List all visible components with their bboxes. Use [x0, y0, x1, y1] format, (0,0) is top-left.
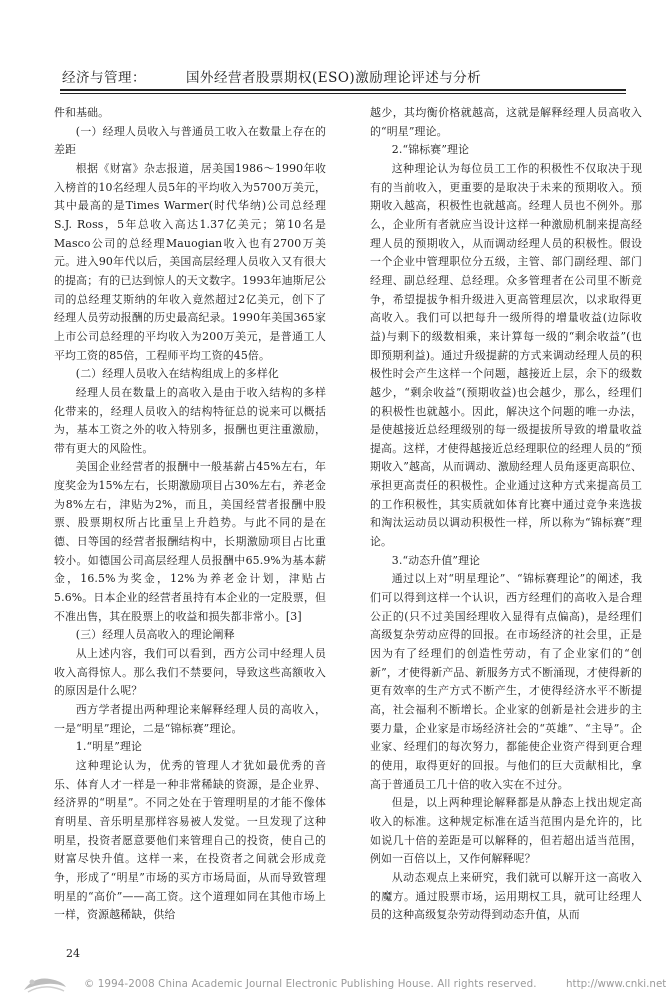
copyright-notice: © 1994-2008 China Academic Journal Electronic Publishing House. All rights reserved.	[84, 978, 537, 990]
body-paragraph: 件和基础。	[54, 106, 110, 119]
section-heading: 3.“动态升值”理论	[391, 553, 481, 567]
cnki-site-link[interactable]: http://www.cnki.net	[566, 978, 666, 990]
article-title: 国外经营者股票期权(ESO)激励理论评述与分析	[186, 70, 482, 86]
body-paragraph: 越少，其均衡价格就越高，这就是解释经理人员高收入的“明星”理论。	[370, 106, 642, 138]
running-header	[62, 66, 622, 86]
body-paragraph: 但是，以上两种理论解释都是从静态上找出规定高收入的标准。这种规定标准在适当范围内是允许的，比如说几十倍的差距是可以解释的，但若超出适当范围，例如一百倍以上，又作何解释呢？	[370, 796, 642, 866]
body-paragraph: 从上述内容，我们可以看到，西方公司中经理人员收入高得惊人。那么我们不禁要问，导致这些高额收入的原因是什么呢？	[54, 647, 326, 698]
body-paragraph: 这种理论认为，优秀的管理人才犹如最优秀的音乐、体育人才一样是一种非常稀缺的资源，是企业界、经济界的“明星”。不同之处在于管理明星的才能不像体育明星、音乐明星那样容易被人发觉。一旦发现了这种明星，投资者愿意要他们来管理自己的投资，使自己的财富尽快升值。这样一来，在投资者之间就会形成竞争，形成了“明星”市场的买方市场局面，从而导致管理明星的“高价”——高工资。这个道理如同在其他市场上一样，资源越稀缺，供给	[54, 758, 326, 922]
page-number: 24	[66, 947, 80, 960]
section-heading: (三）经理人员高收入的理论阐释	[75, 628, 235, 642]
cnki-logo-icon	[20, 973, 70, 995]
section-heading: (一）经理人员收入与普通员工收入在数量上存在的差距	[54, 124, 326, 157]
body-paragraph: 根据《财富》杂志报道，居美国1986～1990年收入榜首的10名经理人员5年的平均收入为5700万美元，其中最高的是Times Warmer(时代华纳)公司总经理S.J. Ross，5年总收入高达1.37亿美元；第10名是Masco公司的总经理Mauogian收入也有2700万美元。进入90年代以后，美国高层经理人员收入又有很大的提高；有的已达到惊人的天文数字。1993年迪斯尼公司的总经理艾斯纳的年收入竟然超过2亿美元，创下了经理人员劳动报酬的历史最高纪录。1990年美国365家上市公司总经理的平均收入为200万美元，是普通工人平均工资的85倍，工程师平均工资的45倍。	[54, 161, 326, 362]
header-rule-thin	[60, 93, 626, 94]
body-paragraph: 美国企业经营者的报酬中一般基薪占45%左右，年度奖金为15%左右，长期激励项目占30%左右，养老金为8%左右，津贴为2%，而且，美国经营者报酬中股票、股票期权所占比重呈上升趋势。与此不同的是在德、日等国的经营者报酬结构中，长期激励项目占比重较小。如德国公司高层经理人员报酬中65.9%为基本薪金，16.5%为奖金，12%为养老金计划，津贴占5.6%。日本企业的经营者虽持有本企业的一定股票，但不准出售，其在股票上的收益和损失都非常小。[3]	[54, 460, 326, 623]
journal-name: 经济与管理：	[62, 70, 146, 86]
header-rule-thick	[60, 89, 626, 91]
section-heading: (二）经理人员收入在结构组成上的多样化	[75, 367, 279, 381]
body-paragraph: 这种理论认为每位员工工作的积极性不仅取决于现有的当前收入，更重要的是取决于未来的预期收入。预期收入越高，积极性也就越高。经理人员也不例外。那么，企业所有者就应当设计这样一种激励机制来提高经理人员的预期收入，从而调动经理人员的积极性。假设一个企业中管理职位分五级，主管、部门副经理、部门经理、副总经理、总经理。众多管理者在公司里不断竞争，希望提拔争相升级进入更高管理层次，以求取得更高收入。我们可以把每升一级所得的增量收益(边际收益)与剩下的级数相乘，来计算每一级的“剩余收益”(也即预期利益)。通过升级提薪的方式来调动经理人员的积极性时会产生这样一个问题，越接近上层，余下的级数越少，“剩余收益”(预期收益)也会越少，那么，经理们的积极性也就越小。因此，解决这个问题的唯一办法，是使越接近总经理级别的每一级提拔所导致的增量收益提高。这样，才使得越接近总经理职位的经理人员的“预期收入”越高，从而调动、激励经理人员角逐更高职位、承担更高责任的积极性。企业通过这种方式来提高员工的工作积极性，其实质就如体育比赛中通过竞争来选拔和淘汰运动员以调动积极性一样，所以称为“锦标赛”理论。	[370, 161, 642, 549]
section-heading: 1.“明星”理论	[75, 740, 143, 754]
body-paragraph: 经理人员在数量上的高收入是由于收入结构的多样化带来的，经理人员收入的结构特征总的说来可以概括为，基本工资之外的收入特别多，报酬也更注重激励，带有更大的风险性。	[54, 385, 326, 455]
body-paragraph: 西方学者提出两种理论来解释经理人员的高收入，一是“明星”理论，二是“锦标赛”理论。	[54, 703, 326, 735]
section-heading: 2.“锦标赛”理论	[391, 143, 470, 157]
right-column	[370, 104, 642, 925]
left-column	[54, 104, 326, 925]
page-footer	[20, 973, 666, 997]
body-paragraph: 通过以上对“明星理论”、“锦标赛理论”的阐述，我们可以得到这样一个认识，西方经理们的高收入是合理公正的(只不过美国经理收入显得有点偏高)，是经理们高级复杂劳动应得的回报。在市场经济的社会里，正是因为有了经理们的创造性劳动，有了企业家们的“创新”，才使得新产品、新服务方式不断涌现，才使得新的更有效率的生产方式不断产生，才使得经济水平不断提高，社会福利不断增长。企业家的创新是社会进步的主要力量，企业家是市场经济社会的“英雄”、“主导”。企业家、经理们的每次努力，都能使企业资产得到更合理的使用，取得更好的回报。与他们的巨大贡献相比，拿高于普通员工几十倍的收入实在不过分。	[370, 572, 642, 791]
body-paragraph: 从动态观点上来研究，我们就可以解开这一高收入的魔方。通过股票市场，运用期权工具，就可让经理人员的这种高级复杂劳动得到动态升值，从而	[370, 870, 642, 922]
